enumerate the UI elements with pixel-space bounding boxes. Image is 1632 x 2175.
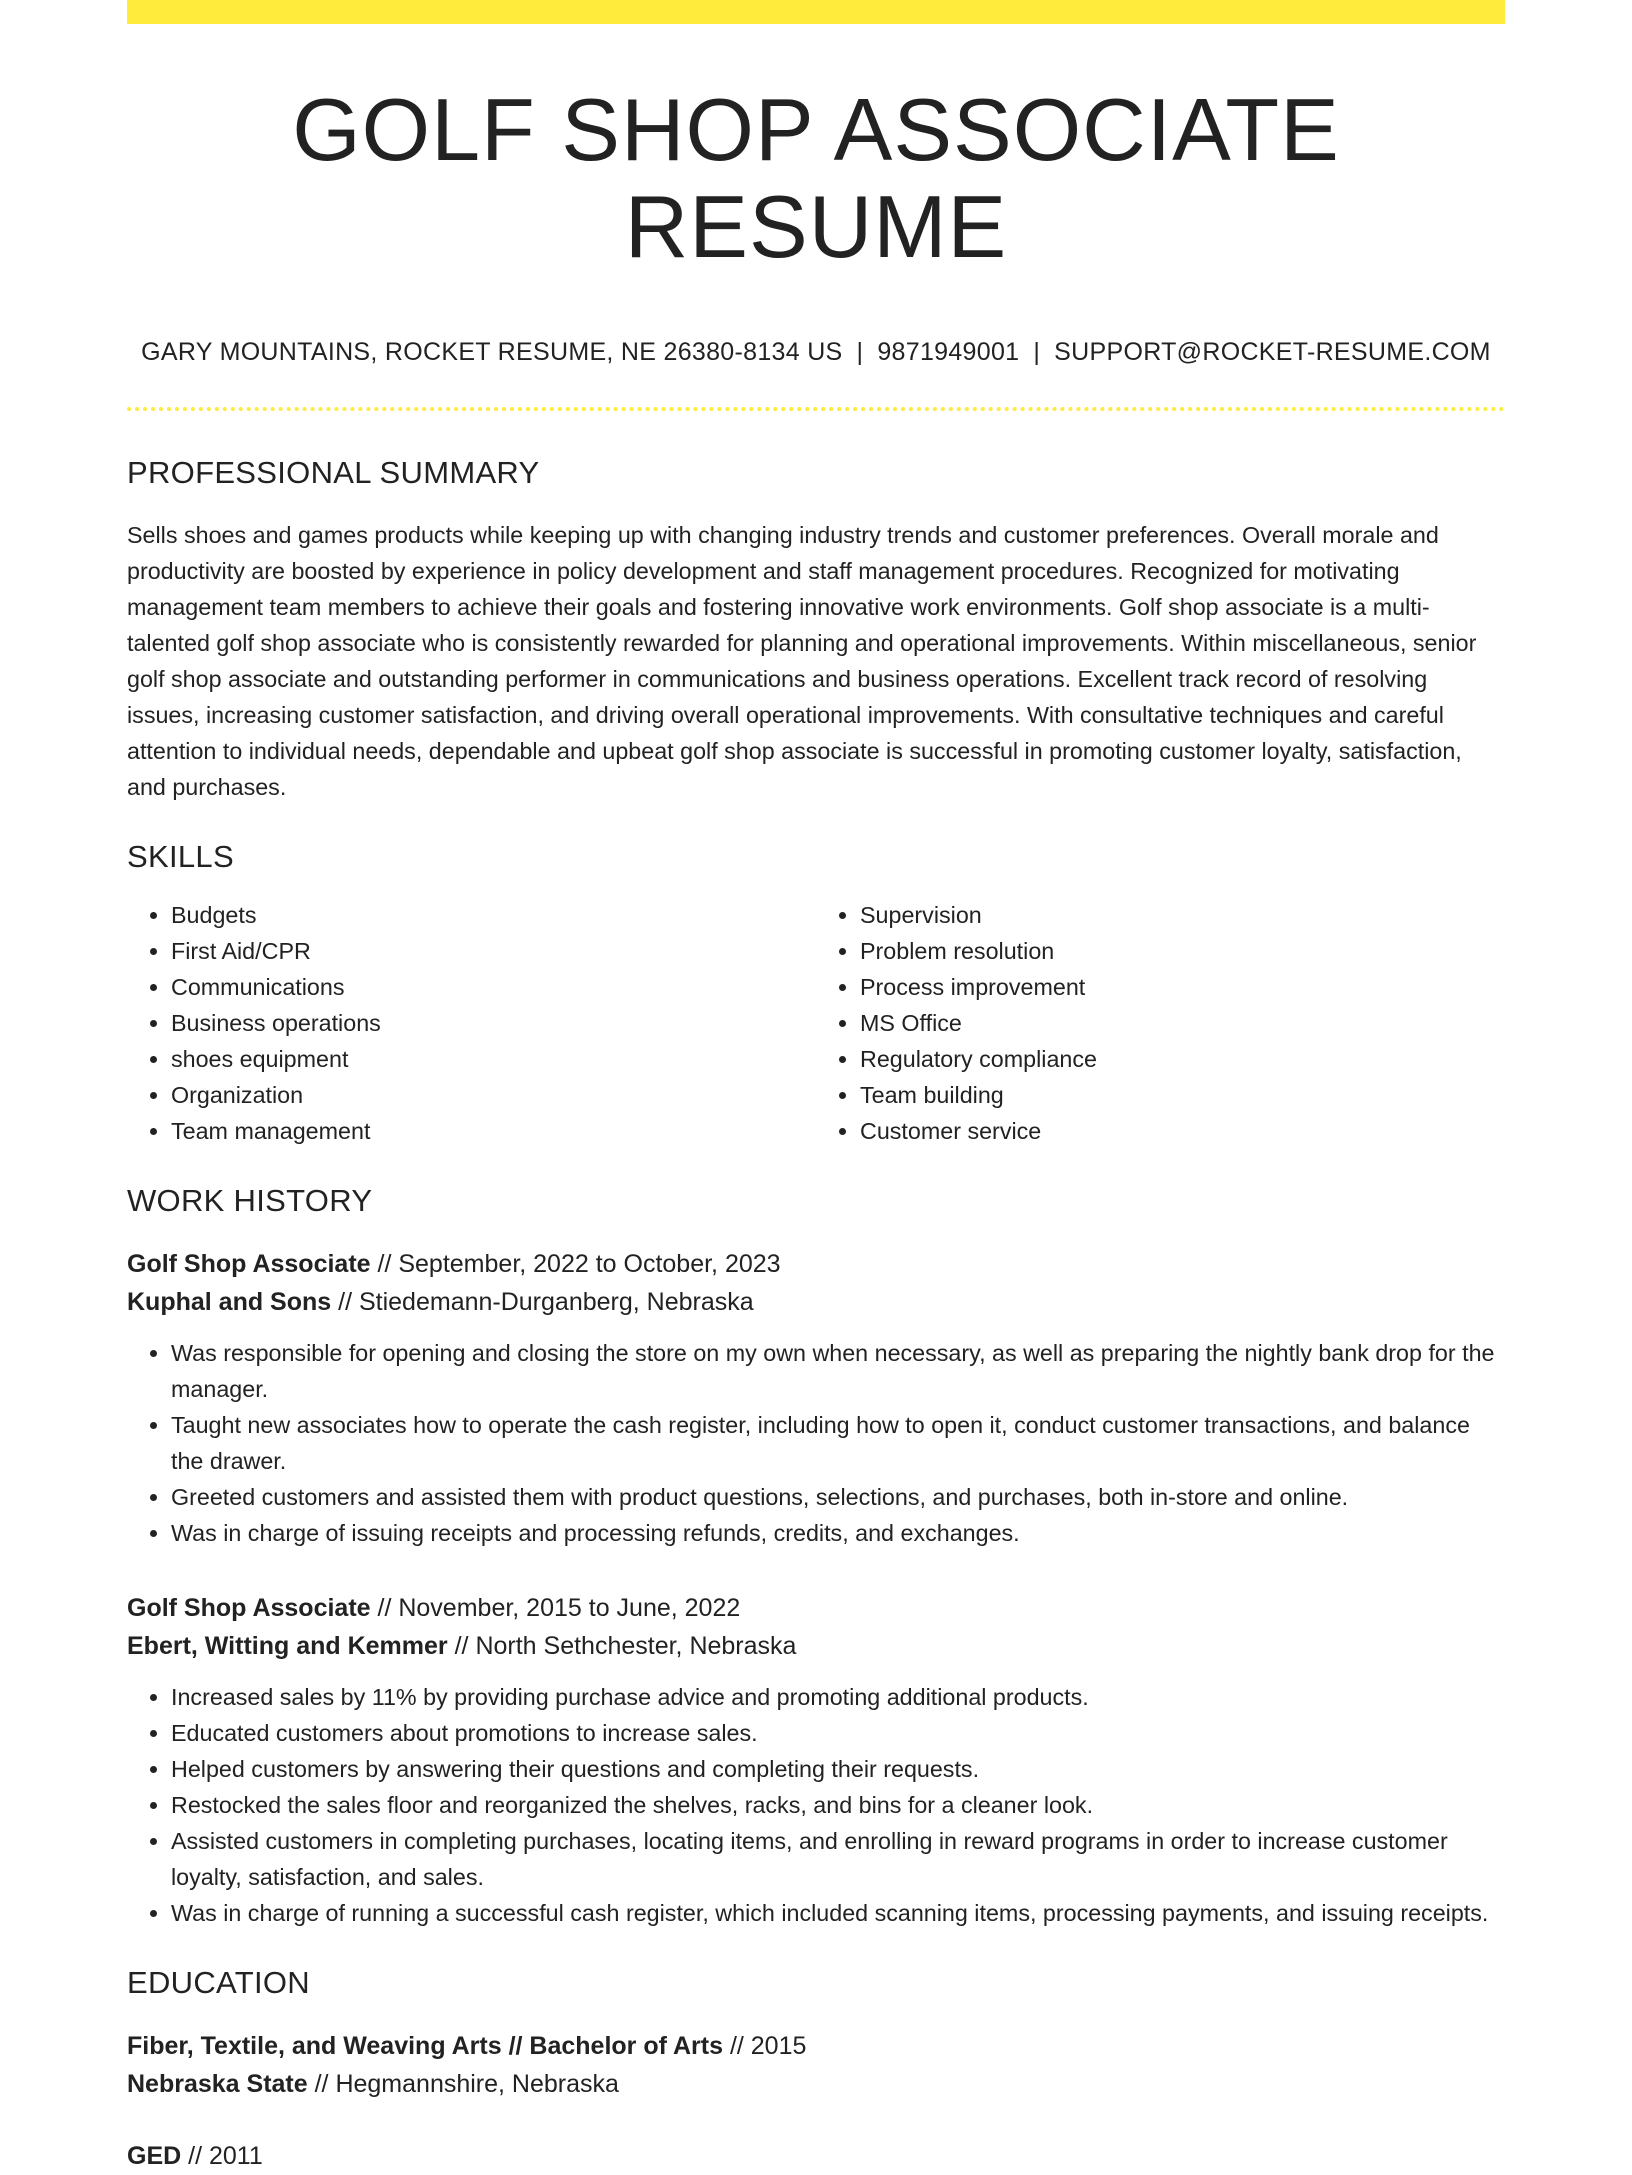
- duty-item: • Was responsible for opening and closing the store on my own when necessary, as well as preparing the nightly bank drop for the manager.: [171, 1335, 1505, 1407]
- skill-item: • MS Office: [860, 1005, 1505, 1041]
- duty-item: • Was in charge of running a successful cash register, which included scanning items, processing payments, and issuing receipts.: [171, 1895, 1505, 1931]
- skills-list: [127, 897, 1505, 1149]
- skill-item: • shoes equipment: [171, 1041, 816, 1077]
- dotted-divider: [127, 407, 1505, 411]
- contact-separator: |: [856, 337, 864, 366]
- job-title: Golf Shop Associate: [127, 1249, 371, 1278]
- job-entry: [127, 1245, 1505, 1551]
- degree-year: // 2011: [188, 2141, 263, 2170]
- skills-heading: SKILLS: [127, 838, 234, 874]
- job-entry: [127, 1589, 1505, 1931]
- skill-item: • Budgets: [171, 897, 816, 933]
- skills-column-left: [127, 897, 816, 1149]
- resume-page: [127, 0, 1505, 2175]
- skill-item: • Business operations: [171, 1005, 816, 1041]
- degree: Fiber, Textile, and Weaving Arts // Bachelor of Arts: [127, 2031, 723, 2060]
- summary-text: Sells shoes and games products while keeping up with changing industry trends and customer preferences. Overall morale and productivity are boosted by experience in policy development and staff management procedures. Recognized for motivating management team members to achieve their goals and fostering innovative work environments. Golf shop associate is a multi-talented golf shop associate who is consistently rewarded for planning and operational improvements. Within miscellaneous, senior golf shop associate and outstanding performer in communications and business operations. Excellent track record of resolving issues, increasing customer satisfaction, and driving overall operational improvements. With consultative techniques and careful attention to individual needs, dependable and upbeat golf shop associate is successful in promoting customer loyalty, satisfaction, and purchases.: [127, 521, 1477, 800]
- duty-item: • Greeted customers and assisted them with product questions, selections, and purchases, both in-store and online.: [171, 1479, 1505, 1515]
- work-heading: WORK HISTORY: [127, 1182, 373, 1218]
- skill-item: • Communications: [171, 969, 816, 1005]
- education-heading: EDUCATION: [127, 1964, 310, 2000]
- job-company-line: [127, 1627, 1505, 1665]
- skill-item: • Process improvement: [860, 969, 1505, 1005]
- skill-item: • Team building: [860, 1077, 1505, 1113]
- contact-email: SUPPORT@ROCKET-RESUME.COM: [1054, 337, 1491, 366]
- duty-item: • Increased sales by 11% by providing purchase advice and promoting additional products.: [171, 1679, 1505, 1715]
- degree-line: [127, 2137, 1505, 2175]
- job-company: Kuphal and Sons: [127, 1287, 332, 1316]
- skill-item: • Regulatory compliance: [860, 1041, 1505, 1077]
- skill-item: • Organization: [171, 1077, 816, 1113]
- duty-item: • Helped customers by answering their questions and completing their requests.: [171, 1751, 1505, 1787]
- job-dates: // November, 2015 to June, 2022: [377, 1593, 741, 1622]
- skill-item: • Team management: [171, 1113, 816, 1149]
- education-entry: [127, 2137, 1505, 2175]
- skills-column-right: [816, 897, 1505, 1149]
- contact-phone: 9871949001: [877, 337, 1020, 366]
- duty-item: • Assisted customers in completing purchases, locating items, and enrolling in reward programs in order to increase customer loyalty, satisfaction, and sales.: [171, 1823, 1505, 1895]
- summary-heading: PROFESSIONAL SUMMARY: [127, 454, 540, 490]
- contact-separator: |: [1033, 337, 1041, 366]
- skill-item: • First Aid/CPR: [171, 933, 816, 969]
- job-title-line: [127, 1245, 1505, 1283]
- skill-item: • Problem resolution: [860, 933, 1505, 969]
- degree-year: // 2015: [729, 2031, 807, 2060]
- skill-item: • Supervision: [860, 897, 1505, 933]
- job-duties: [127, 1679, 1505, 1931]
- duty-item: • Educated customers about promotions to increase sales.: [171, 1715, 1505, 1751]
- education-entry: [127, 2027, 1505, 2103]
- degree-line: [127, 2027, 1505, 2065]
- duty-item: • Restocked the sales floor and reorganized the shelves, racks, and bins for a cleaner look.: [171, 1787, 1505, 1823]
- school-line: [127, 2065, 1505, 2103]
- job-location: // Stiedemann-Durganberg, Nebraska: [338, 1287, 754, 1316]
- school-location: // Hegmannshire, Nebraska: [314, 2069, 619, 2098]
- job-company: Ebert, Witting and Kemmer: [127, 1631, 448, 1660]
- contact-line: [127, 338, 1505, 367]
- duty-item: • Taught new associates how to operate the cash register, including how to open it, conduct customer transactions, and balance the drawer.: [171, 1407, 1505, 1479]
- resume-title: GOLF SHOP ASSOCIATE RESUME: [292, 80, 1340, 276]
- skill-item: • Customer service: [860, 1113, 1505, 1149]
- job-company-line: [127, 1283, 1505, 1321]
- school: Nebraska State: [127, 2069, 308, 2098]
- duty-item: • Was in charge of issuing receipts and processing refunds, credits, and exchanges.: [171, 1515, 1505, 1551]
- job-dates: // September, 2022 to October, 2023: [377, 1249, 781, 1278]
- top-accent-bar: [127, 0, 1505, 24]
- job-title: Golf Shop Associate: [127, 1593, 371, 1622]
- degree: GED: [127, 2141, 182, 2170]
- job-location: // North Sethchester, Nebraska: [454, 1631, 797, 1660]
- contact-address: GARY MOUNTAINS, ROCKET RESUME, NE 26380-8134 US: [141, 337, 843, 366]
- job-title-line: [127, 1589, 1505, 1627]
- job-duties: [127, 1335, 1505, 1551]
